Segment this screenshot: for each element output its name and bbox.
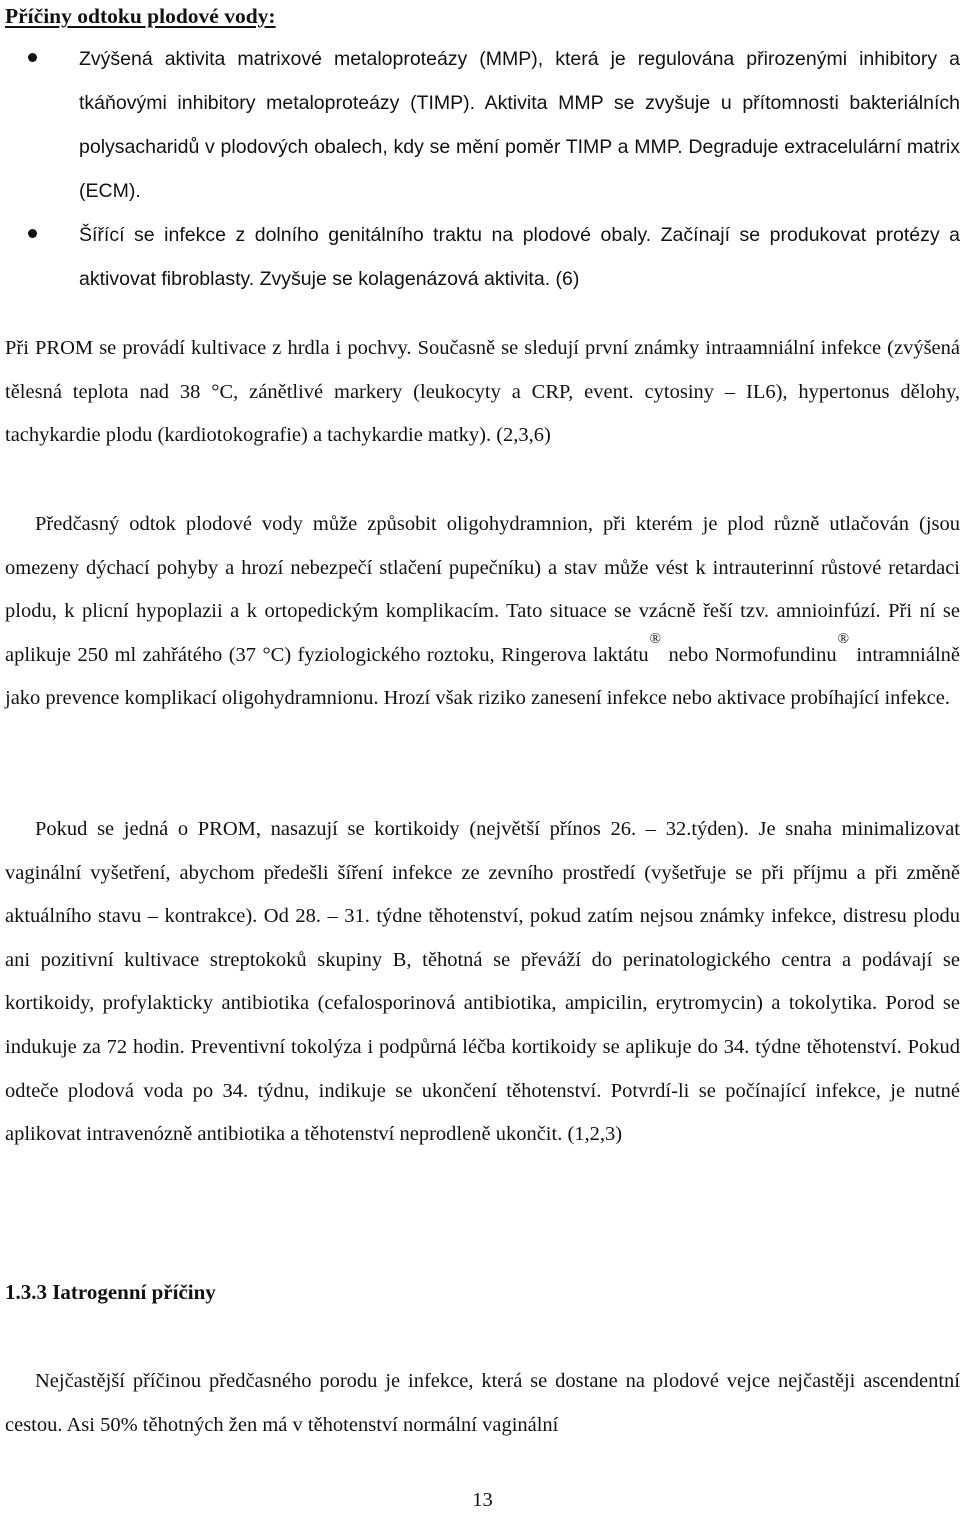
causes-heading: Příčiny odtoku plodové vody: (5, 4, 276, 28)
prom-cultivation-paragraph (5, 327, 960, 458)
paragraph-text: Nejčastější příčinou předčasného porodu je infekce, která se dostane na plodové vejce nejčastěji ascendentní cestou. Asi 50% těhotných žen má v těhotenství normální vaginální (5, 1370, 960, 1436)
paragraph-text: Pokud se jedná o PROM, nasazují se kortikoidy (největší přínos 26. – 32.týden). Je snaha minimalizovat vaginální vyšetření, abychom předešli šíření infekce ze zevního prostředí (vyšetřuje se při příjmu a při změně aktuálního stavu – kontrakce). Od 28. – 31. týdne těhotenství, pokud zatím nejsou známky infekce, distresu plodu ani pozitivní kultivace streptokoků skupiny B, těhotná se převáží do perinatologického centra a podávají se kortikoidy, profylakticky antibiotika (cefalosporinová antibiotika, ampicilin, erytromycin) a tokolytika. Porod se indukuje za 72 hodin. Preventivní tokolýza i podpůrná léčba kortikoidy se aplikuje do 34. týdne těhotenství. Pokud odteče plodová voda po 34. týdnu, indikuje se ukončení těhotenství. Potvrdí-li se počínající infekce, je nutné aplikovat intravenózně antibiotika a těhotenství neprodleně ukončit. (1,2,3) (5, 818, 960, 1146)
list-item (5, 37, 960, 213)
list-item (5, 213, 960, 301)
paragraph-text: Při PROM se provádí kultivace z hrdla i pochvy. Současně se sledují první známky intraamniální infekce (zvýšená tělesná teplota nad 38 °C, zánětlivé markery (leukocyty a CRP, event. cytosiny – IL6), hypertonus dělohy, tachykardie plodu (kardiotokografie) a tachykardie matky). (2,3,6) (5, 337, 960, 447)
causes-list (5, 37, 960, 301)
list-item-text: Zvýšená aktivita matrixové metaloproteázy (MMP), která je regulována přirozenými inhibitory a tkáňovými inhibitory metaloproteázy (TIMP). Aktivita MMP se zvyšuje u přítomnosti bakteriálních polysacharidů v plodových obalech, kdy se mění poměr TIMP a MMP. Degraduje extracelulární matrix (ECM). (79, 48, 960, 202)
section-heading: 1.3.3 Iatrogenní příčiny (5, 1280, 216, 1304)
paragraph-text: nebo Normofundinu (662, 643, 837, 666)
page-number: 13 (472, 1489, 493, 1511)
registered-mark: ® (837, 630, 849, 647)
prom-treatment-paragraph (5, 808, 960, 1157)
paragraph-text: Předčasný odtok plodové vody může způsobit oligohydramnion, při kterém je plod různě utlačován (jsou omezeny dýchací pohyby a hrozí nebezpečí stlačení pupečníku) a stav může vést k intrauterinní růstové retardaci plodu, k plicní hypoplazii a k ortopedickým komplikacím. Tato situace se vzácně řeší tzv. amnioinfúzí. Při ní se aplikuje 250 ml zahřátého (37 °C) fyziologického roztoku, Ringerova laktátu (5, 513, 960, 666)
paragraph-text: intramniálně jako prevence komplikací oligohydramnionu. Hrozí však riziko zanesení infekce nebo aktivace probíhající infekce. (5, 643, 960, 710)
oligohydramnion-paragraph (5, 503, 960, 721)
bullet-icon (28, 53, 37, 62)
iatrogenic-paragraph (5, 1360, 960, 1447)
list-item-text: Šířící se infekce z dolního genitálního traktu na plodové obaly. Začínají se produkovat protézy a aktivovat fibroblasty. Zvyšuje se kolagenázová aktivita. (6) (79, 224, 960, 290)
registered-mark: ® (649, 630, 662, 647)
bullet-icon (28, 229, 37, 238)
